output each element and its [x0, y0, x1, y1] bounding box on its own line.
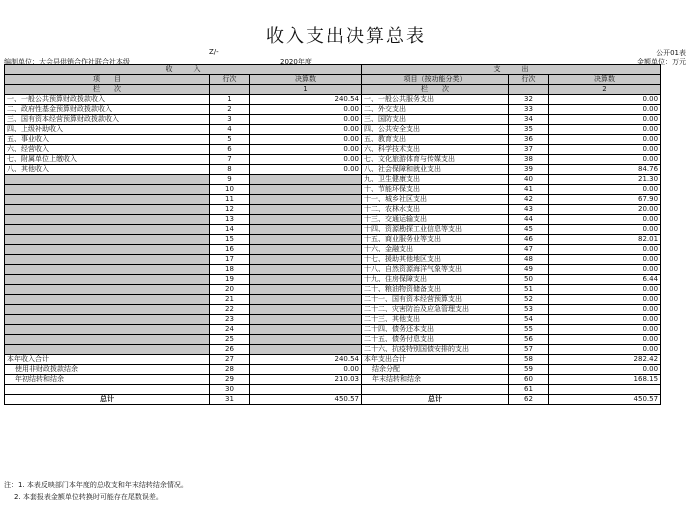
income-value	[250, 175, 362, 185]
total-expense-value: 450.57	[549, 395, 661, 405]
income-item-name	[5, 225, 210, 235]
income-value	[250, 335, 362, 345]
income-item-name	[5, 205, 210, 215]
summary-income-value: 0.00	[250, 365, 362, 375]
reporting-unit: 编制单位：大会县供销合作社联合社本级	[4, 58, 130, 66]
table-row	[5, 145, 661, 155]
expense-item-name: 六、科学技术支出	[362, 145, 509, 155]
expense-value: 0.00	[549, 255, 661, 265]
total-expense-row-no: 62	[509, 395, 549, 405]
summary-expense-name: 本年支出合计	[362, 355, 509, 365]
expense-row-no: 46	[509, 235, 549, 245]
summary-income-row-no: 28	[210, 365, 250, 375]
income-item-name	[5, 255, 210, 265]
expense-item-name: 二十一、国有资本经营预算支出	[362, 295, 509, 305]
income-value	[250, 235, 362, 245]
table-row	[5, 175, 661, 185]
expense-row-no: 52	[509, 295, 549, 305]
expense-value: 0.00	[549, 315, 661, 325]
income-value	[250, 225, 362, 235]
summary-expense-row-no: 58	[509, 355, 549, 365]
income-row-no: 10	[210, 185, 250, 195]
expense-item-name: 二十、粮油物资储备支出	[362, 285, 509, 295]
income-value	[250, 325, 362, 335]
expense-item-name: 一、一般公共服务支出	[362, 95, 509, 105]
income-row-no: 22	[210, 305, 250, 315]
expense-row-no: 42	[509, 195, 549, 205]
total-expense-label: 总计	[362, 395, 509, 405]
income-row-no: 19	[210, 275, 250, 285]
table-row	[5, 315, 661, 325]
income-section-header: 收 入	[5, 65, 362, 75]
income-row-no: 14	[210, 225, 250, 235]
summary-row	[5, 365, 661, 375]
expense-item-header: 项目（按功能分类）	[362, 75, 509, 85]
income-row-no-header: 行次	[210, 75, 250, 85]
total-row	[5, 395, 661, 405]
summary-income-row-no: 27	[210, 355, 250, 365]
expense-item-name: 二十五、债务付息支出	[362, 335, 509, 345]
income-row-no: 8	[210, 165, 250, 175]
summary-income-name: 本年收入合计	[5, 355, 210, 365]
income-item-name: 四、上级补助收入	[5, 125, 210, 135]
expense-item-name: 十五、商业服务业等支出	[362, 235, 509, 245]
summary-income-value: 240.54	[250, 355, 362, 365]
expense-row-no: 49	[509, 265, 549, 275]
summary-income-value: 210.03	[250, 375, 362, 385]
summary-income-name: 使用非财政拨款结余	[5, 365, 210, 375]
page-title: 收入支出决算总表	[266, 26, 426, 47]
table-row	[5, 195, 661, 205]
expense-item-name: 十四、资源勘探工业信息等支出	[362, 225, 509, 235]
table-row	[5, 265, 661, 275]
expense-row-no: 57	[509, 345, 549, 355]
expense-row-no: 54	[509, 315, 549, 325]
income-value: 0.00	[250, 145, 362, 155]
income-item-name: 八、其他收入	[5, 165, 210, 175]
expense-value: 0.00	[549, 215, 661, 225]
table-row	[5, 125, 661, 135]
expense-row-no: 43	[509, 205, 549, 215]
amount-unit: 金额单位：万元	[637, 58, 686, 66]
income-value: 240.54	[250, 95, 362, 105]
table-row	[5, 335, 661, 345]
report-year: 2020年度	[280, 58, 312, 66]
income-row-no: 18	[210, 265, 250, 275]
summary-expense-row-no: 61	[509, 385, 549, 395]
income-value	[250, 195, 362, 205]
expense-value: 6.44	[549, 275, 661, 285]
income-item-name: 六、经营收入	[5, 145, 210, 155]
income-final-header: 决算数	[250, 75, 362, 85]
total-income-row-no: 31	[210, 395, 250, 405]
expense-row-no: 36	[509, 135, 549, 145]
summary-row	[5, 375, 661, 385]
income-item-name	[5, 245, 210, 255]
summary-expense-name	[362, 385, 509, 395]
income-value	[250, 215, 362, 225]
expense-value: 0.00	[549, 135, 661, 145]
income-row-no: 5	[210, 135, 250, 145]
expense-row-no: 41	[509, 185, 549, 195]
income-item-name	[5, 295, 210, 305]
income-item-name	[5, 235, 210, 245]
expense-item-name: 九、卫生健康支出	[362, 175, 509, 185]
expense-row-no: 48	[509, 255, 549, 265]
expense-item-name: 二十六、抗疫特别国债安排的支出	[362, 345, 509, 355]
income-column-blank	[210, 85, 250, 95]
expense-row-no: 32	[509, 95, 549, 105]
income-row-no: 11	[210, 195, 250, 205]
income-value	[250, 305, 362, 315]
income-value: 0.00	[250, 125, 362, 135]
expense-value: 21.30	[549, 175, 661, 185]
expense-item-name: 二十四、债务还本支出	[362, 325, 509, 335]
expense-value: 0.00	[549, 245, 661, 255]
income-row-no: 9	[210, 175, 250, 185]
income-item-name	[5, 335, 210, 345]
income-value	[250, 315, 362, 325]
expense-row-no: 40	[509, 175, 549, 185]
expense-value: 0.00	[549, 345, 661, 355]
expense-item-name: 八、社会保障和就业支出	[362, 165, 509, 175]
expense-item-name: 三、国防支出	[362, 115, 509, 125]
expense-row-no: 35	[509, 125, 549, 135]
income-row-no: 3	[210, 115, 250, 125]
table-row	[5, 245, 661, 255]
table-row	[5, 105, 661, 115]
summary-expense-row-no: 59	[509, 365, 549, 375]
income-value: 0.00	[250, 115, 362, 125]
income-item-header: 项 目	[5, 75, 210, 85]
income-row-no: 1	[210, 95, 250, 105]
income-row-no: 26	[210, 345, 250, 355]
income-item-name	[5, 215, 210, 225]
expense-value: 0.00	[549, 145, 661, 155]
income-item-name: 二、政府性基金预算财政拨款收入	[5, 105, 210, 115]
expense-value: 0.00	[549, 285, 661, 295]
income-item-name	[5, 195, 210, 205]
income-item-name: 三、国有资本经营预算财政拨款收入	[5, 115, 210, 125]
table-row	[5, 215, 661, 225]
income-item-name: 七、附属单位上缴收入	[5, 155, 210, 165]
income-value: 0.00	[250, 135, 362, 145]
expense-item-name: 十、节能环保支出	[362, 185, 509, 195]
expense-value: 0.00	[549, 295, 661, 305]
expense-item-name: 二、外交支出	[362, 105, 509, 115]
table-row	[5, 95, 661, 105]
income-value	[250, 275, 362, 285]
total-income-label: 总计	[5, 395, 210, 405]
expense-value: 0.00	[549, 155, 661, 165]
expense-item-name: 十九、住房保障支出	[362, 275, 509, 285]
expense-item-name: 十一、城乡社区支出	[362, 195, 509, 205]
income-item-name: 一、一般公共预算财政拨款收入	[5, 95, 210, 105]
expense-item-name: 二十二、灾害防治及应急管理支出	[362, 305, 509, 315]
income-row-no: 2	[210, 105, 250, 115]
expense-row-no: 44	[509, 215, 549, 225]
table-row	[5, 155, 661, 165]
summary-expense-value: 168.15	[549, 375, 661, 385]
expense-item-name: 十六、金融支出	[362, 245, 509, 255]
income-item-name	[5, 175, 210, 185]
expense-value: 0.00	[549, 105, 661, 115]
expense-row-no: 38	[509, 155, 549, 165]
summary-row	[5, 355, 661, 365]
form-id: 公开01表	[656, 49, 686, 57]
expense-value: 0.00	[549, 225, 661, 235]
expense-row-no: 39	[509, 165, 549, 175]
income-column-label: 栏 次	[5, 85, 210, 95]
income-row-no: 15	[210, 235, 250, 245]
table-row	[5, 255, 661, 265]
expense-section-header: 支 出	[362, 65, 661, 75]
expense-value: 0.00	[549, 125, 661, 135]
expense-final-header: 决算数	[549, 75, 661, 85]
income-row-no: 7	[210, 155, 250, 165]
table-row	[5, 295, 661, 305]
expense-row-no: 56	[509, 335, 549, 345]
table-row	[5, 135, 661, 145]
footnote: 2. 本套报表金额单位转换时可能存在尾数误差。	[14, 493, 163, 501]
table-row	[5, 235, 661, 245]
summary-expense-name: 年末结转和结余	[362, 375, 509, 385]
income-item-name	[5, 345, 210, 355]
income-item-name	[5, 305, 210, 315]
table-row	[5, 325, 661, 335]
table-row	[5, 205, 661, 215]
expense-row-no: 34	[509, 115, 549, 125]
income-row-no: 12	[210, 205, 250, 215]
income-row-no: 4	[210, 125, 250, 135]
expense-value: 82.01	[549, 235, 661, 245]
expense-column-number: 2	[549, 85, 661, 95]
income-item-name	[5, 285, 210, 295]
income-value	[250, 185, 362, 195]
income-item-name	[5, 275, 210, 285]
expense-value: 0.00	[549, 305, 661, 315]
summary-expense-row-no: 60	[509, 375, 549, 385]
income-value: 0.00	[250, 165, 362, 175]
income-value	[250, 295, 362, 305]
income-value	[250, 285, 362, 295]
income-row-no: 17	[210, 255, 250, 265]
expense-row-no: 45	[509, 225, 549, 235]
income-row-no: 16	[210, 245, 250, 255]
income-value	[250, 205, 362, 215]
expense-value: 0.00	[549, 95, 661, 105]
expense-row-no: 47	[509, 245, 549, 255]
total-income-value: 450.57	[250, 395, 362, 405]
table-row	[5, 115, 661, 125]
income-column-number: 1	[250, 85, 362, 95]
expense-item-name: 二十三、其他支出	[362, 315, 509, 325]
income-value	[250, 245, 362, 255]
income-item-name	[5, 315, 210, 325]
expense-row-no-header: 行次	[509, 75, 549, 85]
income-item-name	[5, 325, 210, 335]
table-row	[5, 345, 661, 355]
footnote: 注：1. 本表反映部门本年度的总收支和年末结转结余情况。	[4, 481, 188, 489]
expense-value: 84.76	[549, 165, 661, 175]
income-row-no: 23	[210, 315, 250, 325]
income-row-no: 6	[210, 145, 250, 155]
expense-row-no: 55	[509, 325, 549, 335]
form-code: Z/-	[209, 48, 219, 56]
expense-item-name: 十八、自然资源海洋气象等支出	[362, 265, 509, 275]
income-value	[250, 255, 362, 265]
expense-value: 0.00	[549, 115, 661, 125]
summary-expense-name: 结余分配	[362, 365, 509, 375]
expense-column-label: 栏 次	[362, 85, 509, 95]
expense-value: 0.00	[549, 335, 661, 345]
income-value	[250, 345, 362, 355]
expense-item-name: 十二、农林水支出	[362, 205, 509, 215]
income-row-no: 25	[210, 335, 250, 345]
expense-item-name: 十三、交通运输支出	[362, 215, 509, 225]
expense-value: 0.00	[549, 185, 661, 195]
summary-income-row-no: 29	[210, 375, 250, 385]
summary-income-name: 年初结转和结余	[5, 375, 210, 385]
income-row-no: 21	[210, 295, 250, 305]
summary-income-row-no: 30	[210, 385, 250, 395]
expense-row-no: 37	[509, 145, 549, 155]
income-value: 0.00	[250, 105, 362, 115]
summary-income-value	[250, 385, 362, 395]
expense-item-name: 七、文化旅游体育与传媒支出	[362, 155, 509, 165]
income-expense-table	[4, 64, 661, 405]
income-value	[250, 265, 362, 275]
income-item-name: 五、事业收入	[5, 135, 210, 145]
summary-income-name	[5, 385, 210, 395]
summary-row	[5, 385, 661, 395]
expense-item-name: 五、教育支出	[362, 135, 509, 145]
summary-expense-value: 282.42	[549, 355, 661, 365]
footnotes	[4, 479, 188, 503]
expense-item-name: 十七、援助其他地区支出	[362, 255, 509, 265]
summary-expense-value: 0.00	[549, 365, 661, 375]
income-row-no: 24	[210, 325, 250, 335]
expense-value: 67.90	[549, 195, 661, 205]
summary-expense-value	[549, 385, 661, 395]
expense-row-no: 51	[509, 285, 549, 295]
income-row-no: 13	[210, 215, 250, 225]
expense-row-no: 53	[509, 305, 549, 315]
expense-item-name: 四、公共安全支出	[362, 125, 509, 135]
table-row	[5, 275, 661, 285]
expense-row-no: 33	[509, 105, 549, 115]
table-row	[5, 305, 661, 315]
income-value: 0.00	[250, 155, 362, 165]
table-row	[5, 165, 661, 175]
table-row	[5, 225, 661, 235]
income-row-no: 20	[210, 285, 250, 295]
expense-value: 20.00	[549, 205, 661, 215]
expense-row-no: 50	[509, 275, 549, 285]
expense-value: 0.00	[549, 325, 661, 335]
income-item-name	[5, 265, 210, 275]
expense-value: 0.00	[549, 265, 661, 275]
expense-column-blank	[509, 85, 549, 95]
table-row	[5, 185, 661, 195]
income-item-name	[5, 185, 210, 195]
table-row	[5, 285, 661, 295]
